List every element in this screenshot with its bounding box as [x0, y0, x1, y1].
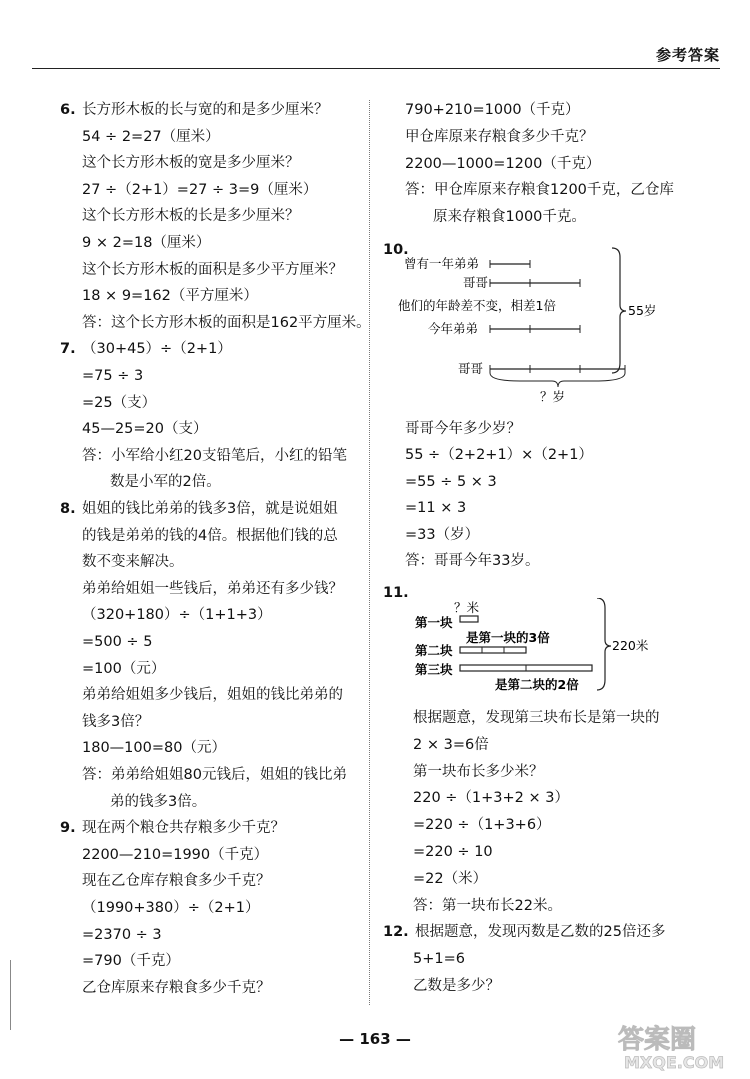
line-text: 5+1=6 [413, 951, 465, 968]
diagram11-note1: 是第一块的3倍 [466, 630, 550, 645]
right-bottom-line [413, 788, 569, 808]
line-text: （320+180）÷（1+1+3） [82, 607, 272, 624]
right-mid-line [405, 419, 521, 439]
left-column-line [82, 632, 152, 652]
line-text: 55 ÷（2+2+1）×（2+1） [405, 447, 593, 464]
line-text: 哥哥今年多少岁？ [405, 421, 521, 437]
left-column-line [82, 978, 271, 998]
line-text: 答：小军给小红20支铅笔后，小红的铅笔 [82, 447, 347, 464]
diagram10-total: 55岁 [628, 303, 657, 318]
line-text: 9 × 2=18（厘米） [82, 235, 211, 251]
line-text: 这个长方形木板的长是多少厘米？ [82, 208, 300, 225]
line-text: 答：甲仓库原来存粮食1200千克，乙仓库 [405, 182, 674, 199]
right-bottom-line [413, 842, 493, 862]
left-column-line [110, 792, 206, 812]
diagram10-row2-label: 哥哥 [463, 275, 489, 290]
line-text: =75 ÷ 3 [82, 368, 144, 384]
diagram10-question: ？岁 [540, 389, 566, 404]
right-top-line [433, 207, 586, 227]
line-text: 第一块布长多少米？ [413, 763, 544, 780]
line-text: 18 × 9=162（平方厘米） [82, 288, 258, 305]
left-column-line [82, 233, 210, 253]
right-bottom-line [413, 949, 465, 969]
problem-number: 7. [60, 341, 76, 358]
line-text: 长方形木板的长与宽的和是多少厘米？ [82, 102, 329, 118]
line-text: 这个长方形木板的面积是多少平方厘米？ [82, 261, 343, 278]
watermark-logo [610, 1020, 745, 1072]
line-text: 答：这个长方形木板的面积是162平方厘米。 [82, 314, 371, 331]
problem-number: 11. [383, 585, 409, 602]
left-column-line [110, 472, 221, 492]
header-rule [32, 68, 720, 69]
line-text: =55 ÷ 5 × 3 [405, 473, 497, 490]
left-column-line [82, 526, 338, 546]
left-column-line [82, 313, 371, 333]
line-text: 答：哥哥今年33岁。 [405, 553, 540, 569]
left-column-line [82, 446, 347, 466]
line-text: =2370 ÷ 3 [82, 926, 162, 943]
page-number: — 163 — [339, 1030, 411, 1048]
left-column-line [82, 180, 317, 200]
left-column-line [82, 393, 156, 413]
line-text: 220 ÷（1+3+2 × 3） [413, 790, 570, 807]
left-column-line [82, 898, 259, 918]
page-edge-mark [10, 960, 11, 1030]
svg-text:答案圈: 答案圈 [618, 1025, 697, 1055]
line-text: 答：弟弟给姐姐80元钱后，姐姐的钱比弟 [82, 767, 347, 783]
diagram10-note: 他们的年龄差不变，相差1倍 [398, 298, 556, 313]
line-text: 这个长方形木板的宽是多少厘米？ [82, 155, 300, 172]
line-text: 54 ÷ 2=27（厘米） [82, 128, 220, 145]
right-top-line [405, 100, 580, 120]
right-mid-line [405, 445, 593, 465]
right-bottom-line [413, 976, 500, 996]
line-text: 数不变来解决。 [82, 554, 184, 571]
line-text: 姐姐的钱比弟弟的钱多3倍，就是说姐姐 [82, 501, 338, 517]
problem-number: 6. [60, 102, 76, 118]
diagram10-row4-label: 哥哥 [458, 361, 484, 376]
right-top-line [405, 127, 594, 147]
line-text: 原来存粮食1000千克。 [433, 209, 586, 226]
line-text: 答：第一块布长22米。 [413, 897, 562, 914]
cloth-diagram [380, 598, 680, 698]
left-column-line [82, 366, 143, 386]
line-text: 27 ÷（2+1）=27 ÷ 3=9（厘米） [82, 181, 318, 198]
left-column-line [82, 765, 347, 785]
right-bottom-line [413, 762, 544, 782]
problem-number: 12. [383, 924, 409, 941]
line-text: 790+210=1000（千克） [405, 102, 580, 118]
line-text: 甲仓库原来存粮食多少千克？ [405, 128, 594, 145]
left-column-line [82, 552, 184, 572]
diagram10-row1-label: 曾有一年弟弟 [404, 256, 480, 271]
line-text: 2200—1000=1200（千克） [405, 155, 601, 172]
diagram11-row3-label: 第三块 [415, 662, 453, 677]
line-text: =500 ÷ 5 [82, 634, 153, 650]
line-text: 钱多3倍？ [82, 713, 150, 730]
left-column-line [60, 499, 338, 519]
right-mid-line [405, 472, 497, 492]
diagram11-row1-label: 第一块 [415, 615, 453, 630]
header-title: 参考答案 [655, 46, 720, 64]
problem-number: 9. [60, 820, 76, 837]
right-mid-line [405, 525, 479, 545]
left-column-line [82, 845, 268, 865]
problem-number: 10. [383, 242, 409, 258]
right-mid-line [405, 551, 539, 571]
line-text: =11 × 3 [405, 500, 467, 517]
line-text: =22（米） [413, 870, 488, 887]
left-column-line [60, 339, 232, 359]
line-text: 的钱是弟弟的钱的4倍。根据他们钱的总 [82, 527, 338, 544]
left-column-line [82, 685, 343, 705]
line-text: （30+45）÷（2+1） [82, 341, 232, 358]
right-bottom-line [413, 735, 489, 755]
line-text: 弟弟给姐姐一些钱后，弟弟还有多少钱？ [82, 580, 343, 597]
left-column-line [82, 286, 258, 306]
left-column-line [82, 605, 272, 625]
line-text: 弟的钱多3倍。 [110, 793, 207, 810]
svg-text:MXQE.COM: MXQE.COM [624, 1053, 725, 1072]
left-column-line [82, 419, 208, 439]
line-text: （1990+380）÷（2+1） [82, 900, 260, 916]
line-text: 45—25=20（支） [82, 421, 208, 438]
left-column-line [82, 127, 220, 147]
right-top-line [405, 154, 600, 174]
line-text: 根据题意，发现丙数是乙数的25倍还多 [415, 924, 666, 941]
column-divider [369, 100, 370, 1005]
left-column-line [82, 659, 165, 679]
line-text: 数是小军的2倍。 [110, 474, 221, 491]
line-text: 2200—210=1990（千克） [82, 846, 269, 863]
line-text: =220 ÷ 10 [413, 844, 493, 860]
diagram10-row3-label: 今年弟弟 [428, 321, 479, 336]
line-text: 现在两个粮仓共存粮多少千克？ [82, 820, 285, 837]
line-text: 根据题意，发现第三块布长是第一块的 [413, 710, 660, 726]
line-text: =33（岁） [405, 526, 480, 543]
line-text: 现在乙仓库存粮食多少千克？ [82, 873, 271, 890]
line-text: 乙仓库原来存粮食多少千克？ [82, 979, 271, 996]
line-text: 乙数是多少？ [413, 978, 500, 994]
right-bottom-line [413, 869, 487, 889]
right-bottom-line [413, 815, 551, 835]
left-column-line [82, 206, 300, 226]
diagram11-total: 220米 [612, 638, 649, 653]
line-text: 2 × 3=6倍 [413, 736, 489, 753]
line-text: =25（支） [82, 394, 157, 411]
right-bottom-line [413, 708, 660, 728]
left-column-line [60, 100, 329, 120]
left-column-line [82, 951, 180, 971]
diagram11-row2-label: 第二块 [415, 643, 453, 658]
left-column-line [82, 260, 343, 280]
left-column-line [82, 738, 226, 758]
left-column-line [82, 712, 149, 732]
line-text: 180—100=80（元） [82, 740, 226, 757]
age-diagram [380, 245, 680, 405]
line-text: =100（元） [82, 660, 166, 677]
line-text: =220 ÷（1+3+6） [413, 817, 551, 834]
left-column-line [60, 818, 285, 838]
diagram11-note2: 是第二块的2倍 [495, 677, 579, 692]
left-column-line [82, 579, 343, 599]
right-top-line [405, 180, 674, 200]
line-text: =790（千克） [82, 953, 180, 970]
diagram11-question: ？米 [454, 600, 480, 615]
right-bottom-line [413, 896, 562, 916]
problem-number: 8. [60, 501, 76, 517]
right-mid-line [405, 498, 466, 518]
left-column-line [82, 871, 271, 891]
left-column-line [82, 925, 162, 945]
right-bottom-line [383, 922, 665, 942]
line-text: 弟弟给姐姐多少钱后，姐姐的钱比弟弟的 [82, 687, 343, 704]
left-column-line [82, 153, 300, 173]
